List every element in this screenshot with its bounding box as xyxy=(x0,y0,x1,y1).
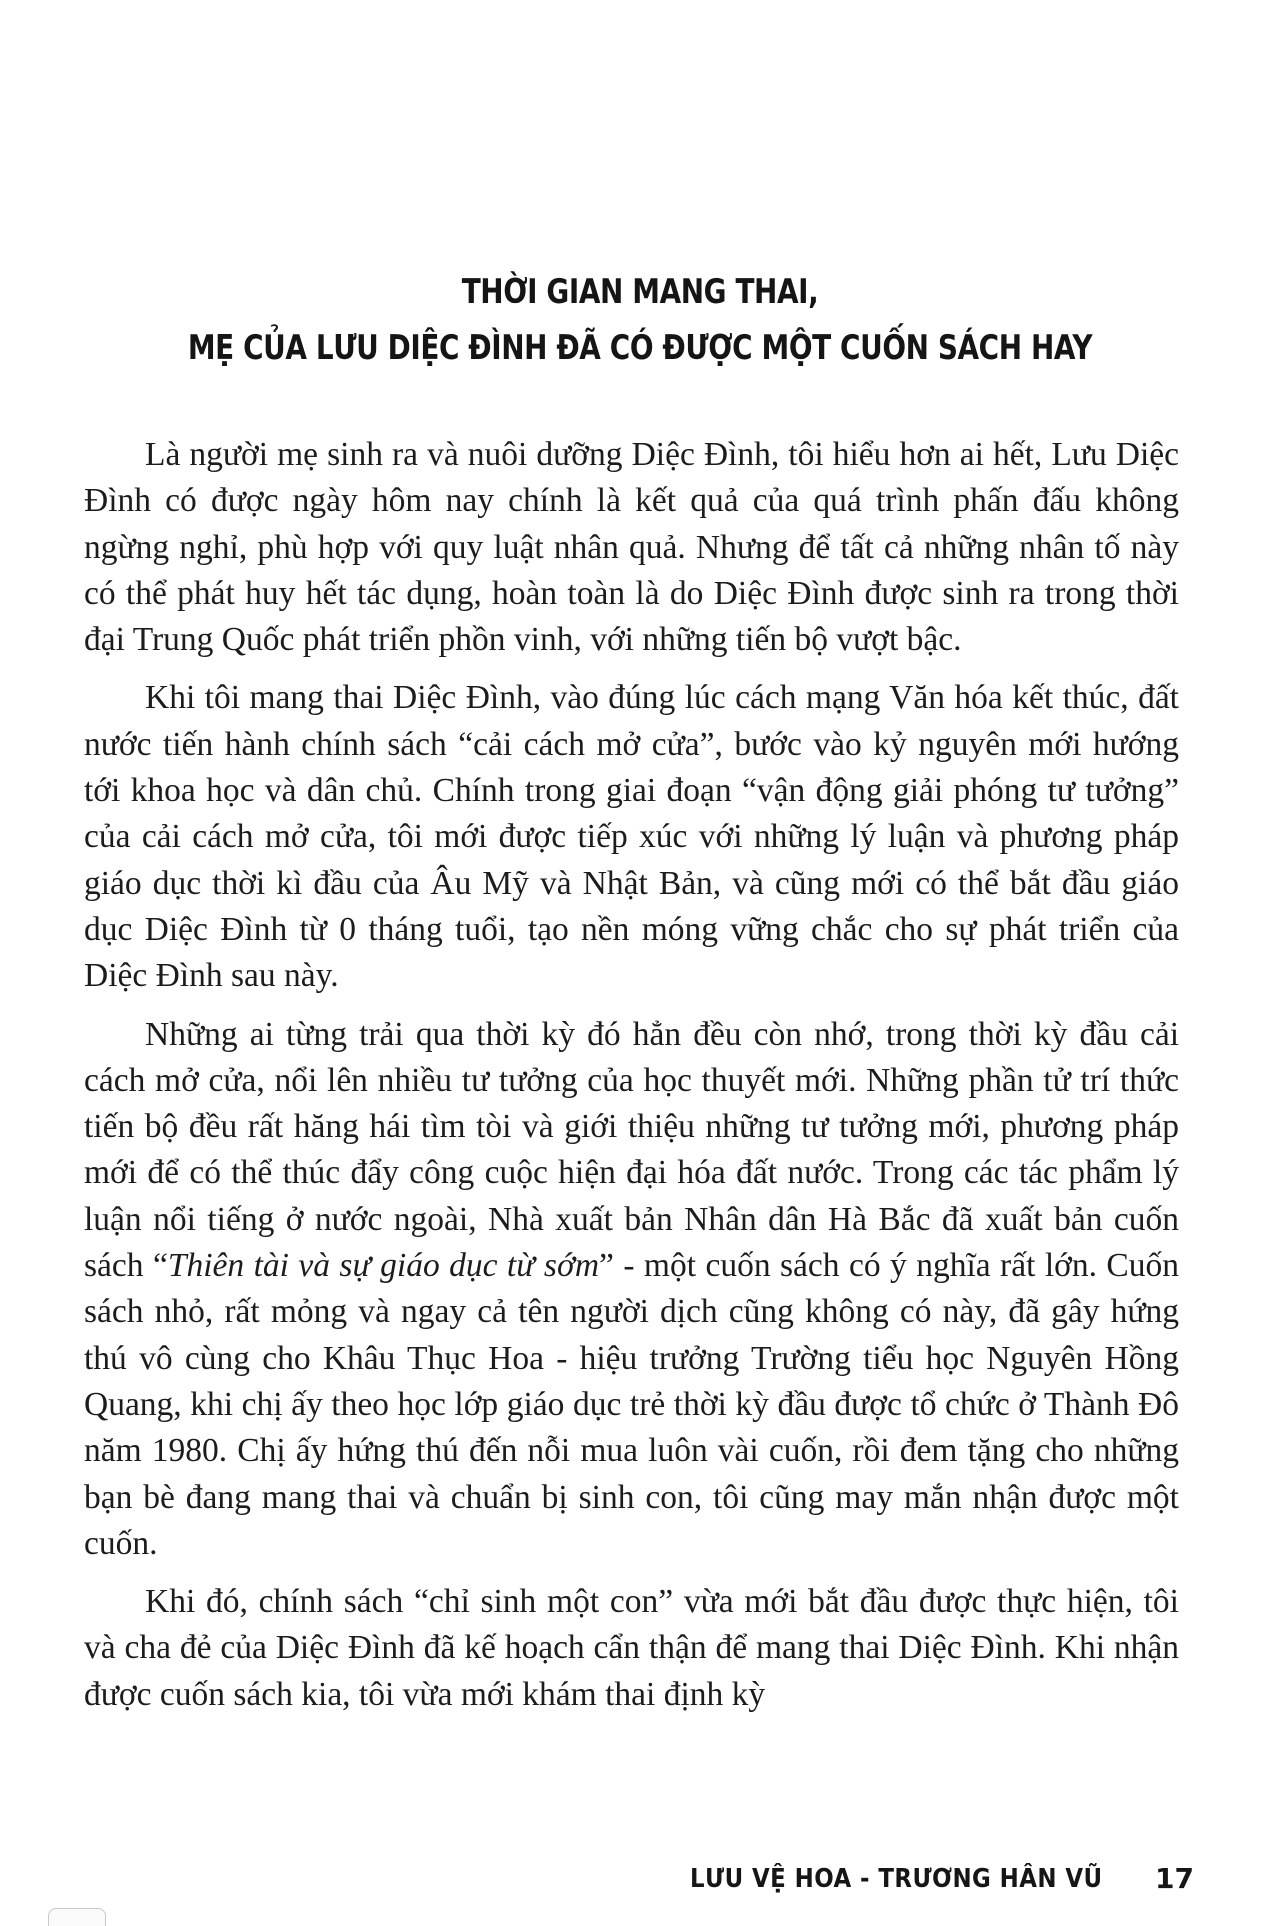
paragraph-1: Là người mẹ sinh ra và nuôi dưỡng Diệc Đình, tôi hiểu hơn ai hết, Lưu Diệc Đình có được ngày hôm nay chính là kết quả của quá trình phấn đấu không ngừng nghỉ, phù hợp với quy luật nhân quả. Nhưng để tất cả những nhân tố này có thể phát huy hết tác dụng, hoàn toàn là do Diệc Đình được sinh ra trong thời đại Trung Quốc phát triển phồn vinh, với những tiến bộ vượt bậc. xyxy=(84,436,1179,659)
paragraph-3 xyxy=(84,1012,1179,1568)
chapter-title-line-1: THỜI GIAN MANG THAI, xyxy=(461,272,819,312)
book-title: Thiên tài và sự giáo dục từ sớm xyxy=(167,1247,600,1285)
paragraph-4: Khi đó, chính sách “chỉ sinh một con” vừa mới bắt đầu được thực hiện, tôi và cha đẻ của Diệc Đình đã kế hoạch cẩn thận để mang thai Diệc Đình. Khi nhận được cuốn sách kia, tôi vừa mới khám thai định kỳ xyxy=(84,1583,1179,1713)
page-number: 17 xyxy=(1155,1862,1194,1895)
running-footer-authors: LƯU VỆ HOA - TRƯƠNG HÂN VŨ xyxy=(690,1864,1103,1894)
paragraph-3-text-before: Những ai từng trải qua thời kỳ đó hẳn đều còn nhớ, trong thời kỳ đầu cải cách mở cửa, nổi lên nhiều tư tưởng của học thuyết mới. Những phần tử trí thức tiến bộ đều rất hăng hái tìm tòi và giới thiệu những tư tưởng mới, phương pháp mới để có thể thúc đẩy công cuộc hiện đại hóa đất nước. Trong các tác phẩm lý luận nổi tiếng ở nước ngoài, Nhà xuất bản Nhân dân Hà Bắc đã xuất bản cuốn sách “ xyxy=(84,1015,1179,1285)
paragraph-3-text-after: ” - một cuốn sách có ý nghĩa rất lớn. Cuốn sách nhỏ, rất mỏng và ngay cả tên người dịch cũng không có này, đã gây hứng thú vô cùng cho Khâu Thục Hoa - hiệu trưởng Trường tiểu học Nguyên Hồng Quang, khi chị ấy theo học lớp giáo dục trẻ thời kỳ đầu được tổ chức ở Thành Đô năm 1980. Chị ấy hứng thú đến nỗi mua luôn vài cuốn, rồi đem tặng cho những bạn bè đang mang thai và chuẩn bị sinh con, tôi cũng may mắn nhận được một cuốn. xyxy=(84,1247,1179,1562)
viewer-corner-tab[interactable] xyxy=(48,1908,106,1926)
body-text xyxy=(84,432,1179,1730)
paragraph-2: Khi tôi mang thai Diệc Đình, vào đúng lúc cách mạng Văn hóa kết thúc, đất nước tiến hành chính sách “cải cách mở cửa”, bước vào kỷ nguyên mới hướng tới khoa học và dân chủ. Chính trong giai đoạn “vận động giải phóng tư tưởng” của cải cách mở cửa, tôi mới được tiếp xúc với những lý luận và phương pháp giáo dục thời kì đầu của Âu Mỹ và Nhật Bản, và cũng mới có thể bắt đầu giáo dục Diệc Đình từ 0 tháng tuổi, tạo nền móng vững chắc cho sự phát triển của Diệc Đình sau này. xyxy=(84,679,1179,995)
chapter-title-line-2: MẸ CỦA LƯU DIỆC ĐÌNH ĐÃ CÓ ĐƯỢC MỘT CUỐN SÁCH HAY xyxy=(187,328,1093,368)
